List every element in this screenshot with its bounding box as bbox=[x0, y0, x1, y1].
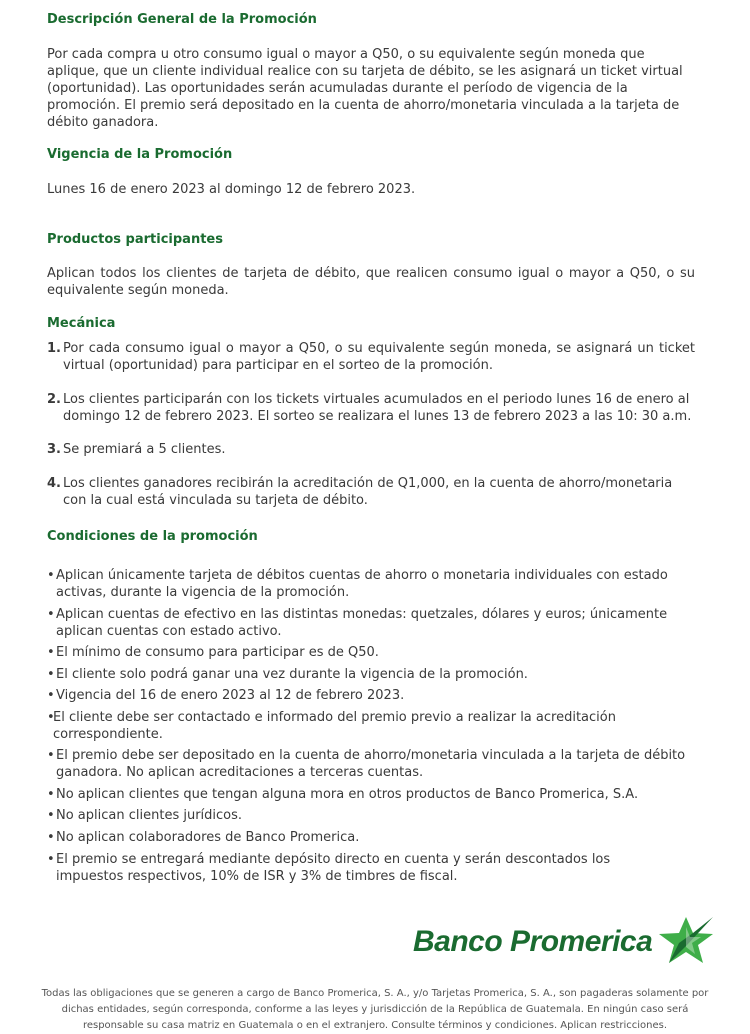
bullet: • bbox=[47, 568, 55, 583]
validity-heading: Vigencia de la Promoción bbox=[47, 147, 233, 162]
mechanics-item: Por cada consumo igual o mayor a Q50, o su equivalente según moneda, se asignará un ticket virtual (oportunidad) para participar en el sorteo de la promoción. bbox=[63, 341, 695, 373]
condition-text: Aplican únicamente tarjeta de débitos cuentas de ahorro o monetaria individuales con estado activas, durante la vigencia de la promoción. bbox=[56, 568, 668, 600]
condition-item bbox=[47, 747, 687, 781]
condition-text: El cliente solo podrá ganar una vez durante la vigencia de la promoción. bbox=[56, 667, 528, 682]
condition-item bbox=[47, 666, 711, 683]
products-text: Aplican todos los clientes de tarjeta de débito, que realicen consumo igual o mayor a Q50, o su equivalente según moneda. bbox=[47, 266, 695, 298]
condition-text: Aplican cuentas de efectivo en las distintas monedas: quetzales, dólares y euros; únicamente aplican cuentas con estado activo. bbox=[56, 607, 668, 639]
condition-text: No aplican clientes que tengan alguna mora en otros productos de Banco Promerica, S.A. bbox=[56, 787, 639, 802]
mechanics-item: Se premiará a 5 clientes. bbox=[63, 442, 226, 457]
bullet: • bbox=[47, 667, 55, 682]
description-heading: Descripción General de la Promoción bbox=[47, 12, 317, 27]
condition-text: No aplican colaboradores de Banco Promerica. bbox=[56, 830, 360, 845]
condition-item bbox=[47, 644, 711, 661]
bullet: • bbox=[47, 710, 55, 725]
products-heading: Productos participantes bbox=[47, 232, 223, 247]
bullet: • bbox=[47, 645, 55, 660]
bullet: • bbox=[47, 808, 55, 823]
condition-item bbox=[47, 687, 711, 704]
condition-item bbox=[47, 709, 617, 743]
conditions-heading: Condiciones de la promoción bbox=[47, 529, 258, 544]
validity-text: Lunes 16 de enero 2023 al domingo 12 de febrero 2023. bbox=[47, 182, 416, 197]
condition-item bbox=[47, 851, 677, 885]
footer-disclaimer: Todas las obligaciones que se generen a cargo de Banco Promerica, S. A., y/o Tarjetas Promerica, S. A., son pagaderas solamente por dichas entidades, según corresponda, conforme a las leyes y jurisdicción de la República de Guatemala. En ningún caso será responsable su casa matriz en Guatemala o en el extranjero. Consulte términos y condiciones. Aplican restricciones. bbox=[41, 988, 709, 1031]
bullet: • bbox=[47, 748, 55, 763]
mechanics-item: Los clientes participarán con los tickets virtuales acumulados en el periodo lunes 16 de enero al domingo 12 de febrero 2023. El sorteo se realizara el lunes 13 de febrero 2023 a las 10: 30 a.m. bbox=[63, 392, 692, 424]
condition-text: El cliente debe ser contactado e informado del premio previo a realizar la acreditación correspondiente. bbox=[53, 710, 616, 742]
mechanics-number: 2. bbox=[47, 392, 61, 407]
bullet: • bbox=[47, 787, 55, 802]
condition-text: El mínimo de consumo para participar es de Q50. bbox=[56, 645, 379, 660]
star-logo-icon bbox=[657, 915, 715, 965]
mechanics-number: 1. bbox=[47, 341, 61, 356]
bullet: • bbox=[47, 852, 55, 867]
condition-item bbox=[47, 786, 711, 803]
description-text: Por cada compra u otro consumo igual o mayor a Q50, o su equivalente según moneda que aplique, que un cliente individual realice con su tarjeta de débito, se les asignará un ticket virtual (oportunidad). Las oportunidades serán acumuladas durante el período de vigencia de la promoción. El premio será depositado en la cuenta de ahorro/monetaria vinculada a la tarjeta de débito ganadora. bbox=[47, 47, 683, 130]
condition-item bbox=[47, 829, 711, 846]
condition-item bbox=[47, 567, 711, 601]
condition-item bbox=[47, 807, 711, 824]
condition-text: No aplican clientes jurídicos. bbox=[56, 808, 243, 823]
condition-item bbox=[47, 606, 711, 640]
condition-text: Vigencia del 16 de enero 2023 al 12 de febrero 2023. bbox=[56, 688, 405, 703]
mechanics-number: 4. bbox=[47, 476, 61, 491]
bank-logo bbox=[413, 915, 713, 965]
bullet: • bbox=[47, 607, 55, 622]
mechanics-number: 3. bbox=[47, 442, 61, 457]
bullet: • bbox=[47, 688, 55, 703]
condition-text: El premio se entregará mediante depósito directo en cuenta y serán descontados los impuestos respectivos, 10% de ISR y 3% de timbres de fiscal. bbox=[56, 852, 611, 884]
logo-text: Banco Promerica bbox=[413, 925, 653, 958]
bullet: • bbox=[47, 830, 55, 845]
mechanics-item: Los clientes ganadores recibirán la acreditación de Q1,000, en la cuenta de ahorro/monetaria con la cual está vinculada su tarjeta de débito. bbox=[63, 476, 673, 508]
condition-text: El premio debe ser depositado en la cuenta de ahorro/monetaria vinculada a la tarjeta de débito ganadora. No aplican acreditaciones a terceras cuentas. bbox=[56, 748, 686, 780]
mechanics-heading: Mecánica bbox=[47, 316, 116, 331]
